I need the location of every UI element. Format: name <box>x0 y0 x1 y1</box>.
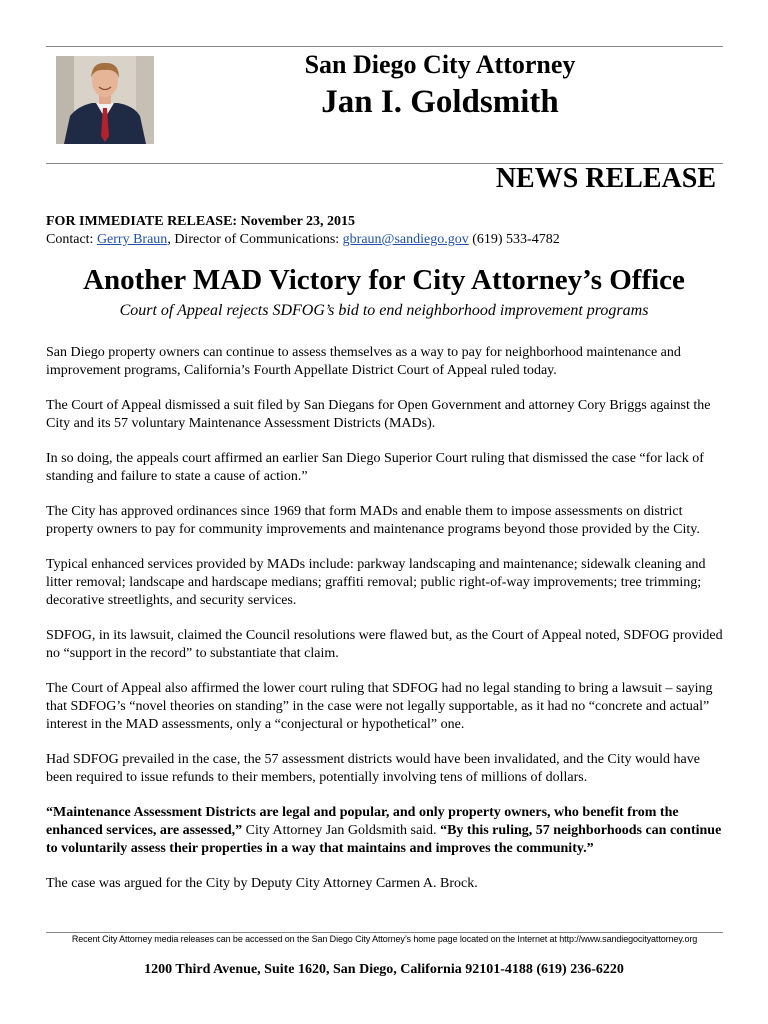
article-body <box>46 344 726 910</box>
paragraph: SDFOG, in its lawsuit, claimed the Council resolutions were flawed but, as the Court of Appeal noted, SDFOG provided no “support in the record” to substantiate that claim. <box>46 628 723 661</box>
contact-role: , Director of Communications: <box>167 232 343 247</box>
quote-paragraph <box>46 804 726 858</box>
paragraph: Typical enhanced services provided by MADs include: parkway landscaping and maintenance; sidewalk cleaning and litter removal; landscape and hardscape medians; graffiti removal; public right-of-way improvements; tree trimming; decorative streetlights, and security services. <box>46 557 706 608</box>
quote-bold-1: “Maintenance Assessment Districts are legal and popular, and only property owners, who benefit from the enhanced services, are assessed,” <box>46 805 679 838</box>
footer-address: 1200 Third Avenue, Suite 1620, San Diego, California 92101-4188 (619) 236-6220 <box>144 962 624 977</box>
paragraph: The City has approved ordinances since 1969 that form MADs and enable them to impose assessments on district property owners to pay for community improvements and maintenance programs beyond those provided by the City. <box>46 504 700 537</box>
subheadline: Court of Appeal rejects SDFOG’s bid to end neighborhood improvement programs <box>119 302 649 319</box>
headline: Another MAD Victory for City Attorney’s Office <box>83 264 685 296</box>
portrait-photo <box>56 56 154 144</box>
release-date: FOR IMMEDIATE RELEASE: November 23, 2015 <box>46 214 356 229</box>
office-title: San Diego City Attorney <box>304 50 576 79</box>
footer-rule <box>46 932 723 933</box>
footer-note: Recent City Attorney media releases can be accessed on the San Diego City Attorney’s home page located on the Internet at http://www.sandiegocityattorney.org <box>71 934 698 944</box>
attorney-name: Jan I. Goldsmith <box>321 84 559 120</box>
contact-line <box>46 232 560 248</box>
contact-name-link[interactable]: Gerry Braun <box>96 232 168 247</box>
contact-email-link[interactable]: gbraun@sandiego.gov <box>342 232 469 247</box>
news-release-label: NEWS RELEASE <box>495 163 716 194</box>
paragraph: The Court of Appeal dismissed a suit filed by San Diegans for Open Government and attorney Cory Briggs against the City and its 57 voluntary Maintenance Assessment Districts (MADs). <box>46 398 711 431</box>
paragraph: In so doing, the appeals court affirmed an earlier San Diego Superior Court ruling that dismissed the case “for lack of standing and failure to state a cause of action.” <box>46 451 704 484</box>
paragraph: San Diego property owners can continue to assess themselves as a way to pay for neighborhood maintenance and improvement programs, California’s Fourth Appellate District Court of Appeal ruled today. <box>46 345 681 378</box>
closing-paragraph: The case was argued for the City by Deputy City Attorney Carmen A. Brock. <box>46 876 478 891</box>
paragraph: Had SDFOG prevailed in the case, the 57 assessment districts would have been invalidated, and the City would have been required to issue refunds to their members, potentially involving tens of millions of dollars. <box>46 752 700 785</box>
quote-bold-2: “By this ruling, 57 neighborhoods can continue to voluntarily assess their properties in a way that maintains and improves the community.” <box>46 823 722 856</box>
top-rule <box>46 46 723 47</box>
contact-phone: (619) 533-4782 <box>468 232 560 247</box>
paragraph: The Court of Appeal also affirmed the lower court ruling that SDFOG had no legal standing to bring a lawsuit – saying that SDFOG’s “novel theories on standing” in the case were not legally supportable, as it had no “concrete and actual” interest in the MAD assessments, only a “conjectural or hypothetical” one. <box>46 681 713 732</box>
quote-attribution: City Attorney Jan Goldsmith said. <box>242 823 441 838</box>
contact-prefix: Contact: <box>46 232 97 247</box>
